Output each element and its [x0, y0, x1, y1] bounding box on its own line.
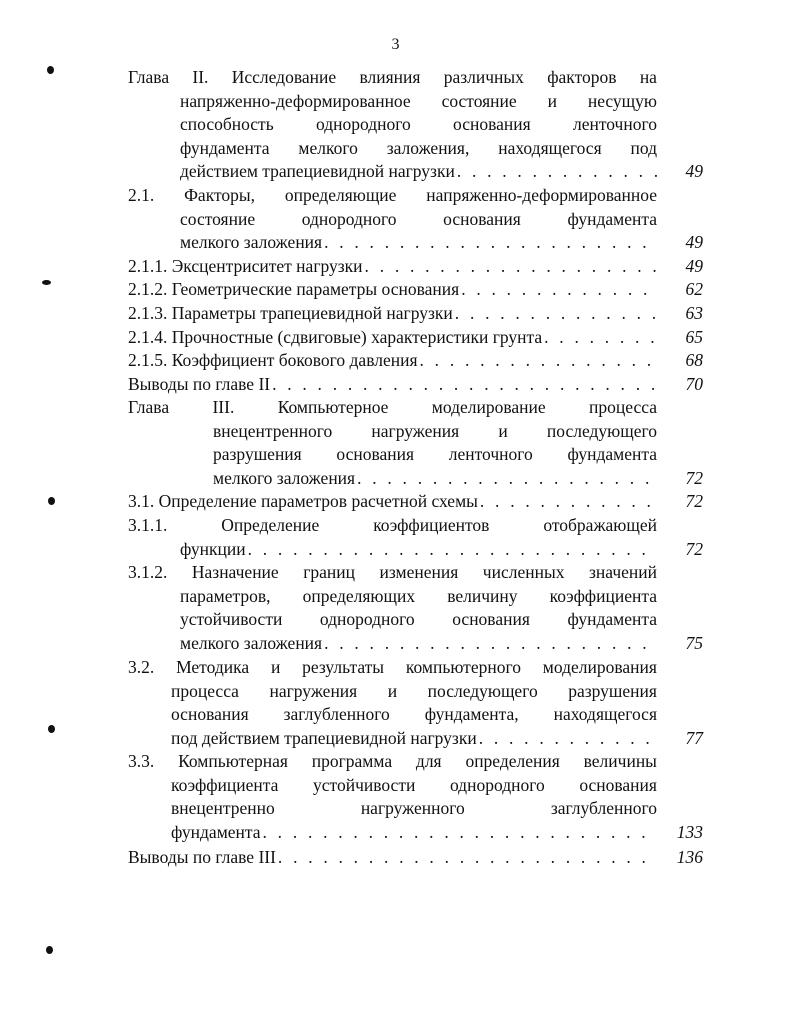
toc-line-text: 3.1. Определение параметров расчетной схемы — [128, 491, 478, 511]
toc-line-text: 2.1.2. Геометрические параметры основания — [128, 279, 460, 299]
scan-mark — [42, 280, 51, 285]
toc-line: Глава II. Исследование влияния различных факторов на — [128, 67, 657, 87]
toc-line: внецентренно нагруженного заглубленного — [171, 798, 657, 819]
toc-line-text: мелкого заложения — [180, 232, 323, 253]
page-ref: 49 — [685, 232, 703, 253]
page-ref: 72 — [685, 491, 703, 511]
page-ref: 77 — [685, 727, 703, 748]
page-ref: 70 — [685, 374, 703, 394]
toc-line-text: Выводы по главе III — [128, 847, 276, 867]
scan-mark — [47, 66, 54, 74]
page-ref: 72 — [685, 538, 703, 559]
dot-leader — [324, 231, 657, 254]
toc-line: внецентренного нагружения и последующего — [213, 420, 657, 441]
toc-line — [128, 326, 657, 349]
dot-leader — [461, 278, 657, 301]
toc-line-text: мелкого заложения — [213, 467, 356, 488]
page-number: 3 — [391, 36, 400, 53]
toc-line-text: Выводы по главе II — [128, 374, 271, 394]
toc-line: 3.3. Компьютерная программа для определения величины — [128, 751, 657, 771]
toc-line: фундамента мелкого заложения, находящегося под — [180, 137, 657, 158]
dot-leader — [324, 632, 657, 655]
toc-line: 3.1.1. Определение коэффициентов отображающей — [128, 515, 657, 535]
page-ref: 136 — [676, 847, 703, 867]
scan-mark — [48, 725, 55, 733]
toc-line-text: действием трапециевидной нагрузки — [180, 161, 455, 182]
toc-line-text: 2.1.3. Параметры трапециевидной нагрузки — [128, 303, 453, 323]
toc-line: 2.1. Факторы, определяющие напряженно-деформированное — [128, 185, 657, 205]
toc-line — [171, 727, 657, 750]
toc-line — [180, 160, 657, 183]
page-ref: 65 — [685, 327, 703, 347]
toc-line — [180, 632, 657, 655]
toc-line — [128, 373, 657, 396]
dot-leader — [420, 349, 657, 372]
toc-line: состояние однородного основания фундамента — [180, 208, 657, 229]
dot-leader — [365, 255, 657, 278]
toc-line — [213, 467, 657, 490]
toc-line — [128, 490, 657, 513]
toc-line: устойчивости однородного основания фундамента — [180, 609, 657, 630]
page-ref: 49 — [685, 256, 703, 276]
toc-line: параметров, определяющих величину коэффициента — [180, 585, 657, 606]
toc-line — [128, 302, 657, 325]
toc-line — [180, 538, 657, 561]
toc-line: способность однородного основания ленточного — [180, 114, 657, 135]
page-ref: 133 — [676, 821, 703, 842]
dot-leader — [263, 821, 657, 844]
toc-line-text: 2.1.5. Коэффициент бокового давления — [128, 350, 418, 370]
toc-line-text: фундамента — [171, 821, 261, 842]
toc-line: 3.1.2. Назначение границ изменения численных значений — [128, 562, 657, 582]
page-ref: 63 — [685, 303, 703, 323]
dot-leader — [357, 467, 657, 490]
scan-mark — [48, 497, 55, 505]
page-ref: 75 — [685, 632, 703, 653]
toc-line — [128, 278, 657, 301]
toc-line — [128, 846, 657, 869]
toc-line: Глава III. Компьютерное моделирование процесса — [128, 397, 657, 417]
page-ref: 62 — [685, 279, 703, 299]
toc-line — [128, 349, 657, 372]
toc-line — [128, 255, 657, 278]
scan-mark — [46, 946, 53, 954]
toc-line-text: 2.1.4. Прочностные (сдвиговые) характеристики грунта — [128, 327, 543, 347]
toc-line-text: мелкого заложения — [180, 632, 323, 653]
dot-leader — [480, 490, 657, 513]
toc-line: разрушения основания ленточного фундамента — [213, 444, 657, 465]
toc-line — [180, 231, 657, 254]
page-ref: 49 — [685, 161, 703, 182]
dot-leader — [455, 302, 657, 325]
dot-leader — [248, 538, 657, 561]
toc-line: напряженно-деформированное состояние и несущую — [180, 90, 657, 111]
toc-line: 3.2. Методика и результаты компьютерного моделирования — [128, 657, 657, 677]
toc-line-text: функции — [180, 538, 246, 559]
page-ref: 72 — [685, 467, 703, 488]
dot-leader — [278, 846, 657, 869]
toc-line: основания заглубленного фундамента, находящегося — [171, 704, 657, 725]
toc-line: процесса нагружения и последующего разрушения — [171, 680, 657, 701]
dot-leader — [457, 160, 657, 183]
dot-leader — [544, 326, 657, 349]
toc-line — [171, 821, 657, 844]
toc-line-text: под действием трапециевидной нагрузки — [171, 727, 477, 748]
dot-leader — [479, 727, 657, 750]
toc-line: коэффициента устойчивости однородного основания — [171, 774, 657, 795]
page-ref: 68 — [685, 350, 703, 370]
toc-line-text: 2.1.1. Эксцентриситет нагрузки — [128, 256, 363, 276]
dot-leader — [272, 373, 657, 396]
